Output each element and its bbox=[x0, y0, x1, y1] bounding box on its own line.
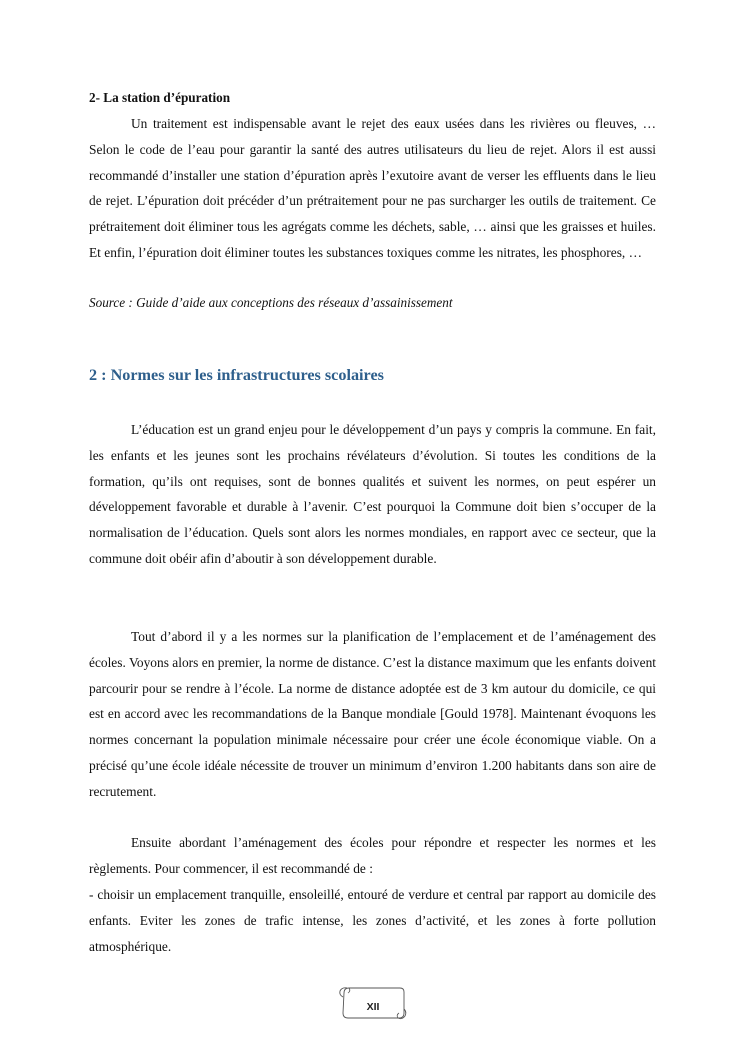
subsection-title: 2 : Normes sur les infrastructures scolaires bbox=[89, 366, 384, 384]
source-citation: Source : Guide d’aide aux conceptions des réseaux d’assainissement bbox=[89, 295, 453, 310]
section-heading: 2- La station d’épuration bbox=[89, 90, 231, 105]
planning-paragraph: Tout d’abord il y a les normes sur la planification de l’emplacement et de l’aménagement des écoles. Voyons alors en premier, la norme de distance. C’est la distance maximum que les enfants doivent parcourir pour se rendre à l’école. La norme de distance adoptée est de 3 km autour du domicile, ce qui est en accord avec les recommandations de la Banque mondiale [Gould 1978]. Maintenant évoquons les normes concernant la population minimale nécessaire pour créer une école économique viable. On a précisé qu’une école idéale nécessite de trouver un minimum d’environ 1.200 habitants dans son aire de recrutement. bbox=[89, 629, 656, 799]
bullet-item: - choisir un emplacement tranquille, ensoleillé, entouré de verdure et central par rapport au domicile des enfants. Eviter les zones de trafic intense, les zones d’activité, et les zones à forte pollution atmosphérique. bbox=[89, 887, 656, 954]
station-paragraph: Un traitement est indispensable avant le rejet des eaux usées dans les rivières ou fleuves, … Selon le code de l’eau pour garantir la santé des autres utilisateurs du lieu de rejet. Alors il est aussi recommandé d’installer une station d’épuration après l’exutoire avant de verser les effluents dans le lieu de rejet. L’épuration doit précéder d’un prétraitement pour ne pas surcharger les outils de traitement. Ce prétraitement doit éliminer tous les agrégats comme les déchets, sable, … ainsi que les graisses et huiles. Et enfin, l’épuration doit éliminer toutes les substances toxiques comme les nitrates, les phosphores, … bbox=[89, 116, 656, 260]
page-number: XII bbox=[366, 1001, 380, 1013]
page-number-scroll bbox=[338, 983, 408, 1023]
layout-paragraph: Ensuite abordant l’aménagement des écoles pour répondre et respecter les normes et les règlements. Pour commencer, il est recommandé de : bbox=[89, 835, 656, 876]
education-paragraph: L’éducation est un grand enjeu pour le développement d’un pays y compris la commune. En fait, les enfants et les jeunes sont les prochains révélateurs d’évolution. Si toutes les conditions de la formation, qu’ils ont requises, sont de bonnes qualités et suivent les normes, on peut espérer un développement favorable et durable à l’avenir. C’est pourquoi la Commune doit bien s’occuper de la normalisation de l’éducation. Quels sont alors les normes mondiales, en rapport avec ce secteur, que la commune doit obéir afin d’aboutir à son développement durable. bbox=[89, 422, 656, 566]
